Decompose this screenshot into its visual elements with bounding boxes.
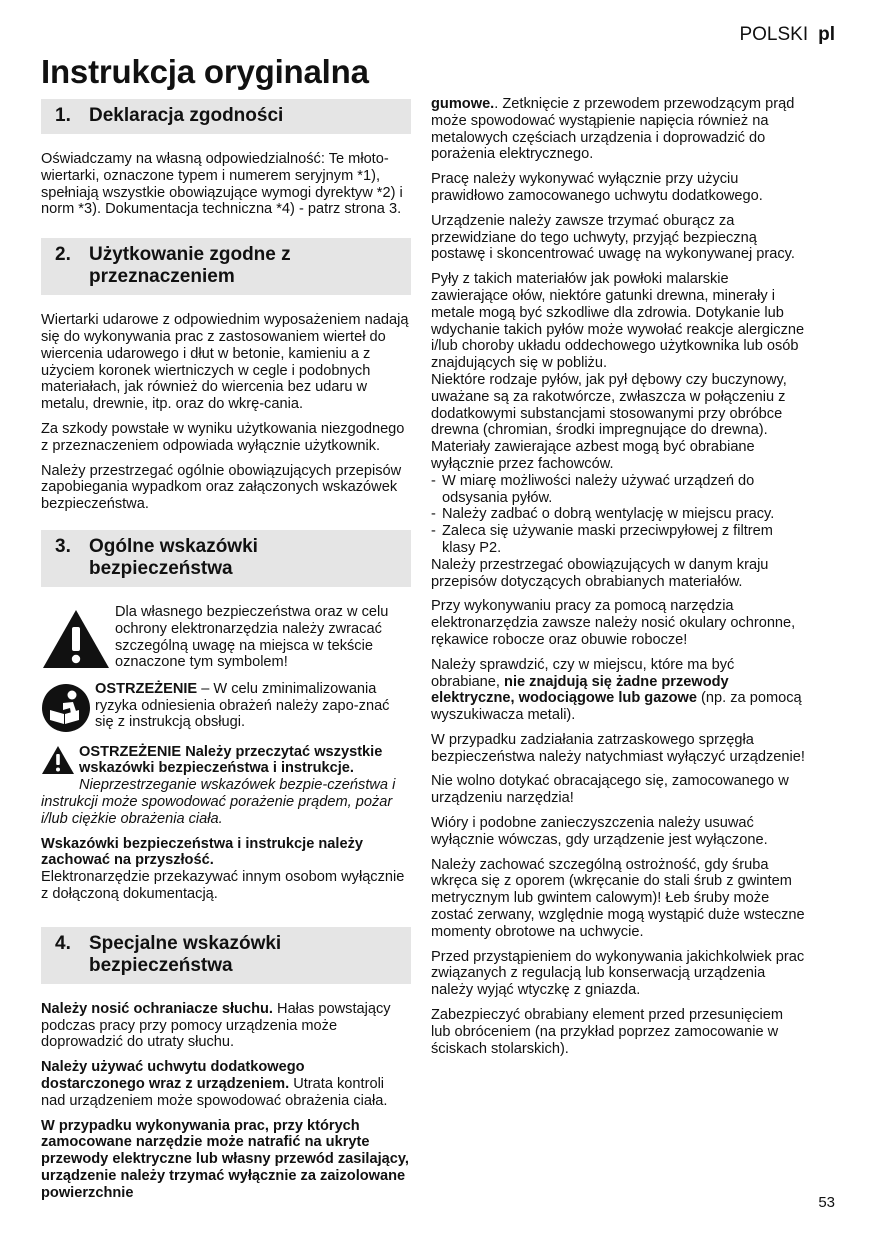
dust-regulations: Należy przestrzegać obowiązujących w danym kraju przepisów dotyczących obrabianych materiałów. (431, 556, 769, 590)
section-4-heading (41, 927, 411, 984)
intended-use-text: Wiertarki udarowe z odpowiednim wyposażeniem nadają się do wykonywania prac z zastosowaniem wierteł do wiercenia udarowego i dłut w betonie, kamieniu a z użyciem koronek wiertniczych w cegle i podobnych materiałach, jak również do wiercenia bez udaru w metalu, drewnie, itp. oraz do wkrę-cania. (41, 312, 409, 413)
section-title: Specjalne wskazówki bezpieczeństwa (89, 932, 282, 976)
screw-note: Należy zachować szczególną ostrożność, gdy śruba wkręca się z oporem (wkręcanie do stali śrub z gwintem metrycznym lub gwintem calowym)! Łeb śruby może zostać zerwany, względnie mogą wystąpić duże wsteczne momenty obrotowe na uchwycie. (431, 856, 805, 940)
hearing-protection-text: Hałas powstający podczas pracy przy pomocy urządzenia może doprowadzić do utraty słuchu. (41, 1000, 391, 1051)
read-all-warning-italic: Nieprzestrzeganie wskazówek bezpie-czeństwa i instrukcji może spowodować porażenie prądem, pożar i/lub ciężkie obrażenia ciała. (41, 777, 396, 827)
aux-handle-use: Pracę należy wykonywać wyłącznie przy użyciu prawidłowo zamocowanego uchwytu dodatkowego. (431, 171, 763, 204)
dust-measures-list (431, 473, 806, 557)
auxiliary-handle-bold: Należy używać uchwytu dodatkowego dostarczonego wraz z urządzeniem. (41, 1059, 305, 1092)
keep-instructions (41, 836, 411, 903)
warning-triangle-icon (41, 608, 111, 675)
hidden-wires-continued (431, 96, 806, 163)
language-code: pl (818, 24, 835, 45)
hearing-protection (41, 1001, 411, 1051)
unplug-note: Przed przystąpieniem do wykonywania jakichkolwiek prac związanych z regulacją lub konserwacją urządzenia należy wyjąć wtyczkę z gniazda. (431, 948, 805, 999)
keep-instructions-bold: Wskazówki bezpieczeństwa i instrukcje należy zachować na przyszłość. (41, 835, 363, 869)
read-manual-warning (41, 681, 411, 738)
symbol-note (41, 604, 411, 675)
chips-note: Wióry i podobne zanieczyszczenia należy usuwać wyłącznie wówczas, gdy urządzenie jest wyłączone. (431, 815, 768, 848)
two-hands: Urządzenie należy zawsze trzymać oburącz za przewidziane do tego uchwyty, przyjąć bezpieczną postawę i skoncentrować uwagę na wykonywanej pracy. (431, 212, 795, 263)
section-3-heading (41, 530, 411, 587)
page-title: Instrukcja oryginalna (41, 53, 369, 90)
section-number: 4. (55, 932, 71, 954)
keep-instructions-text: Elektronarzędzie przekazywać innym osobom wyłącznie z dołączoną dokumentacją. (41, 869, 405, 902)
list-item: - Zaleca się używanie maski przeciwpyłowej z filtrem klasy P2. (431, 523, 806, 557)
left-column (41, 99, 411, 1201)
protective-gear: Przy wykonywaniu pracy za pomocą narzędzia elektronarzędzia zawsze należy nosić okulary ochronne, rękawice robocze oraz obuwie robocze! (431, 598, 796, 648)
list-item-text: Zaleca się używanie maski przeciwpyłowej z filtrem klasy P2. (442, 523, 773, 556)
check-lines-text: Należy sprawdzić, czy w miejscu, które ma być obrabiane, (431, 656, 735, 690)
hearing-protection-bold: Należy nosić ochraniacze słuchu. (41, 1000, 273, 1017)
symbol-note-text: Dla własnego bezpieczeństwa oraz w celu ochrony elektronarzędzia należy zwracać szczególną uwagę na miejsca w tekście oznaczone tym symbolem! (115, 603, 389, 671)
section-title: Deklaracja zgodności (89, 105, 284, 126)
hidden-wires-text: . Zetknięcie z przewodem przewodzącym prąd może spowodować wystąpienie napięcia również na metalowych częściach urządzenia i doprowadzić do porażenia elektrycznego. (431, 96, 795, 163)
list-item: - Należy zadbać o dobrą wentylację w miejscu pracy. (431, 506, 775, 523)
section-number: 1. (55, 105, 71, 126)
auxiliary-handle-text: Utrata kontroli nad urządzeniem może spowodować obrażenia ciała. (41, 1075, 388, 1109)
secure-workpiece-note: Zabezpieczyć obrabiany element przed przesunięciem lub obróceniem (na przykład poprzez zamocowanie w ściskach stolarskich). (431, 1007, 784, 1057)
language-label (739, 24, 835, 46)
read-all-warning (41, 744, 411, 828)
list-item: - W miarę możliwości należy używać urządzeń do odsysania pyłów. (431, 473, 806, 507)
check-lines-end: (np. za pomocą wyszukiwacza metali). (431, 690, 802, 724)
read-manual-icon (41, 683, 91, 738)
hidden-wires-bold-end: gumowe. (431, 96, 495, 112)
section-title: Ogólne wskazówki bezpieczeństwa (89, 535, 258, 579)
rotating-tool-note: Nie wolno dotykać obracającego się, zamocowanego w urządzeniu narzędzia! (431, 773, 789, 807)
warning-label: OSTRZEŻENIE (95, 680, 198, 697)
right-column (431, 96, 806, 1057)
page-number: 53 (818, 1194, 835, 1211)
section-number: 3. (55, 535, 71, 557)
small-warning-triangle-icon (41, 745, 75, 780)
declaration-text: Oświadczamy na własną odpowiedzialność: Te młoto-wiertarki, oznaczone typem i numerem seryjnym *1), spełniają wszystkie obowiązujące wymogi dyrektyw *2) i norm *3). Dokumentacja techniczna *4) - patrz strona 3. (41, 151, 403, 218)
liability-text: Za szkody powstałe w wyniku użytkowania niezgodnego z przeznaczeniem odpowiada wyłącznie użytkownik. (41, 420, 405, 454)
dust-hazard: Pyły z takich materiałów jak powłoki malarskie zawierające ołów, niektóre gatunki drewna, minerały i metale mogą być szkodliwe dla zdrowia. Dotykanie lub wdychanie takich pyłów może wywołać reakcje alergiczne i/lub choroby układu oddechowego użytkownika lub osób znajdujących się w pobliżu. (431, 271, 805, 372)
hidden-wires-bold: W przypadku wykonywania prac, przy których zamocowane narzędzie może natrafić na ukryte przewody elektryczne lub własny przewód zasilający, urządzenie należy trzymać wyłącznie za zaizolowane powierzchnie (41, 1117, 409, 1201)
section-title: Użytkowanie zgodne z przeznaczeniem (89, 244, 291, 288)
language-name: POLSKI (739, 24, 809, 45)
warning-text: – W celu zminimalizowania ryzyka odniesienia obrażeń należy zapo-znać się z instrukcją obsługi. (95, 680, 390, 731)
list-item-text: Należy zadbać o dobrą wentylację w miejscu pracy. (442, 506, 775, 523)
section-2-heading (41, 238, 411, 295)
dust-carcinogenic: Niektóre rodzaje pyłów, jak pył dębowy czy buczynowy, uważane są za rakotwórcze, zwłaszcza w połączeniu z dodatkowymi substancjami stosowanymi przy obróbce drewna (chromian, środki impregnujące do drewna). Materiały zawierające azbest mogą być obrabiane wyłącznie przez fachowców. (431, 371, 787, 472)
auxiliary-handle (41, 1059, 411, 1109)
hidden-wires (41, 1118, 411, 1202)
section-1-heading (41, 99, 411, 134)
check-lines (431, 657, 806, 724)
regulations-text: Należy przestrzegać ogólnie obowiązujących przepisów zapobiegania wypadkom oraz załączonych wskazówek bezpieczeństwa. (41, 462, 402, 513)
list-item-text: W miarę możliwości należy używać urządzeń do odsysania pyłów. (442, 472, 755, 506)
clutch-note: W przypadku zadziałania zatrzaskowego sprzęgła bezpieczeństwa należy natychmiast wyłączyć urządzenie! (431, 731, 805, 765)
check-lines-bold: nie znajdują się żadne przewody elektryczne, wodociągowe lub gazowe (431, 673, 729, 707)
read-all-warning-bold: OSTRZEŻENIE Należy przeczytać wszystkie wskazówki bezpieczeństwa i instrukcje. (79, 743, 383, 777)
section-number: 2. (55, 244, 71, 266)
